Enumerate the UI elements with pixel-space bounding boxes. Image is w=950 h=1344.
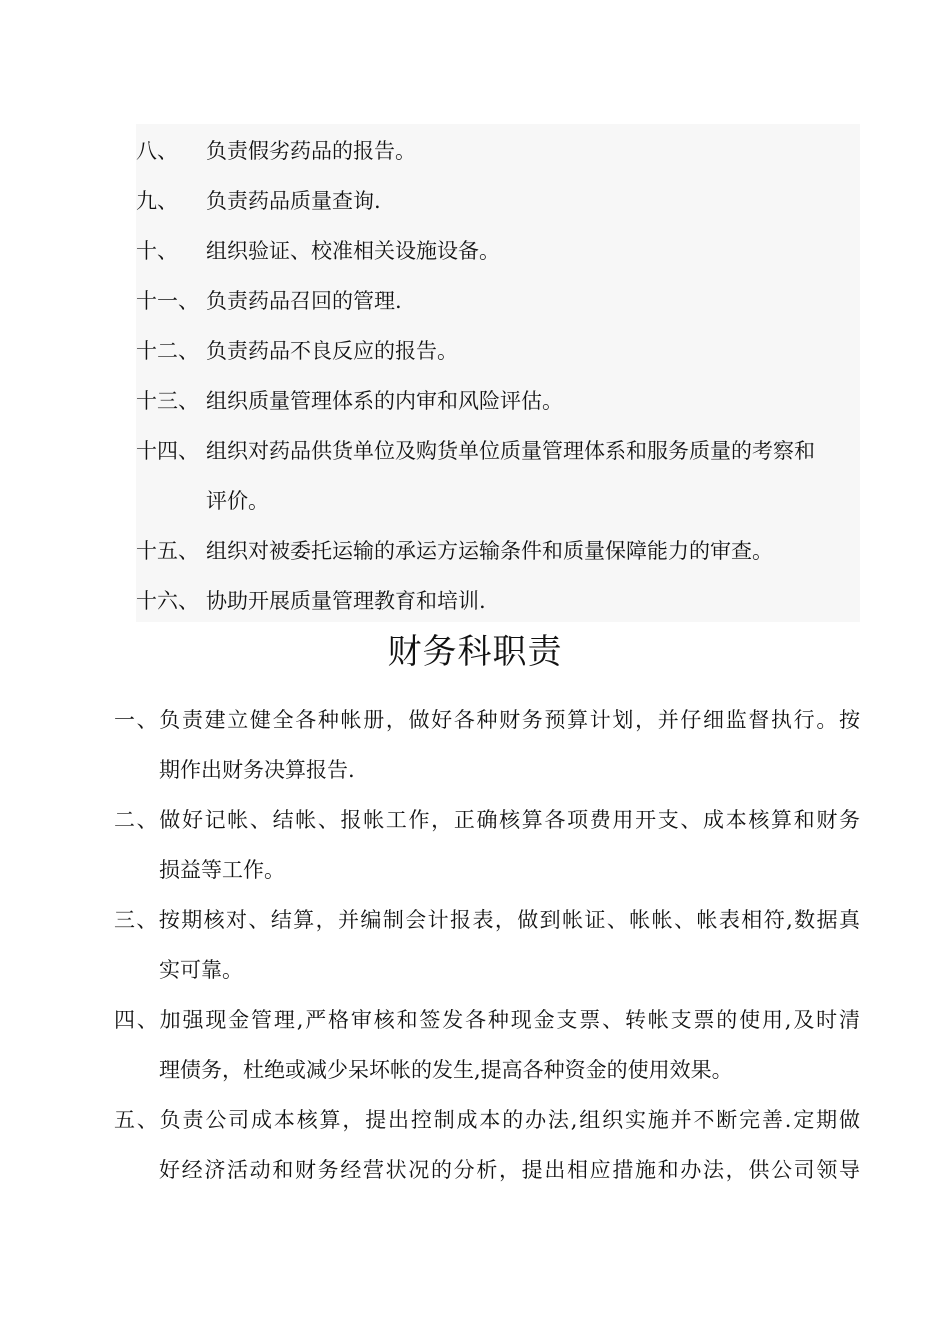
item-number: 九、: [136, 189, 178, 213]
item-text: 组织质量管理体系的内审和风险评估。: [206, 389, 563, 413]
item-text: 负责假劣药品的报告。: [206, 139, 416, 163]
item-text: 组织对被委托运输的承运方运输条件和质量保障能力的审查。: [206, 539, 773, 563]
item-number: 十三、: [136, 389, 199, 413]
item-continuation: 损益等工作。: [159, 858, 285, 882]
item-number: 十四、: [136, 439, 199, 463]
item-text: 组织对药品供货单位及购货单位质量管理体系和服务质量的考察和: [206, 439, 815, 463]
item-continuation: 实可靠。: [159, 958, 243, 982]
item-text: 负责药品不良反应的报告。: [206, 339, 458, 363]
item-continuation: 期作出财务决算报告.: [159, 758, 355, 782]
item-number: 八、: [136, 139, 178, 163]
item-number: 十六、: [136, 589, 199, 613]
item-continuation: 好经济活动和财务经营状况的分析，提出相应措施和办法，供公司领导: [159, 1158, 860, 1182]
list-item: 五、负责公司成本核算，提出控制成本的办法,组织实施并不断完善.定期做: [114, 1108, 860, 1132]
item-number: 十一、: [136, 289, 199, 313]
item-text: 协助开展质量管理教育和培训.: [206, 589, 486, 613]
item-number: 十五、: [136, 539, 199, 563]
item-text: 负责药品质量查询.: [206, 189, 381, 213]
quality-duties-list: [136, 124, 860, 622]
item-continuation: 理债务，杜绝或减少呆坏帐的发生,提高各种资金的使用效果。: [159, 1058, 733, 1082]
section-title: 财务科职责: [387, 632, 563, 672]
list-item: 二、做好记帐、结帐、报帐工作，正确核算各项费用开支、成本核算和财务: [114, 808, 860, 832]
item-number: 十、: [136, 239, 178, 263]
list-item: 四、加强现金管理,严格审核和签发各种现金支票、转帐支票的使用,及时清: [114, 1008, 860, 1032]
item-number: 十二、: [136, 339, 199, 363]
list-item: 一、负责建立健全各种帐册，做好各种财务预算计划，并仔细监督执行。按: [114, 708, 860, 732]
list-item: 三、按期核对、结算，并编制会计报表，做到帐证、帐帐、帐表相符,数据真: [114, 908, 860, 932]
item-text: 负责药品召回的管理.: [206, 289, 402, 313]
item-continuation: 评价。: [206, 489, 269, 513]
item-text: 组织验证、校准相关设施设备。: [206, 239, 500, 263]
